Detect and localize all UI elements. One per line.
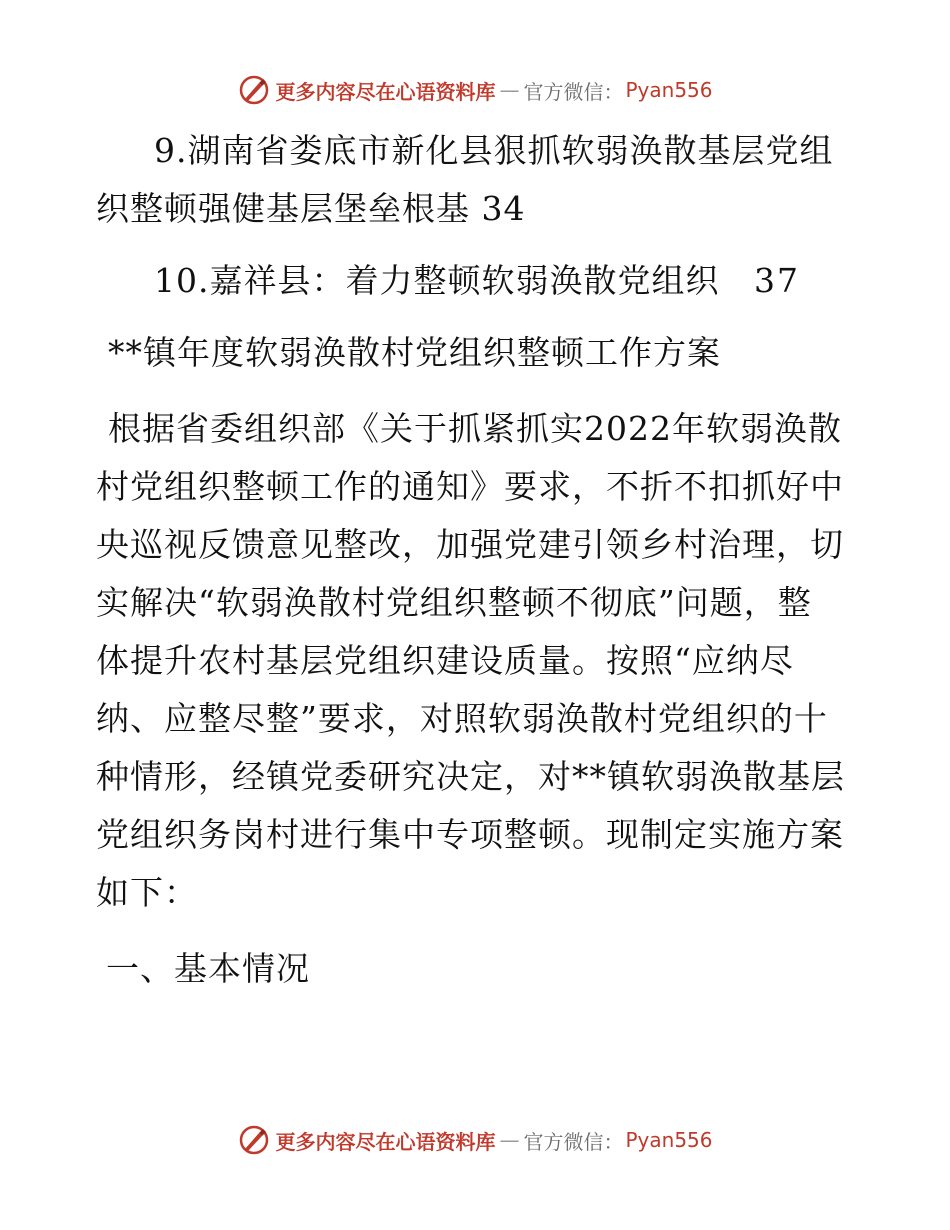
watermark-banner-top	[0, 70, 950, 110]
watermark-contact-id: Pyan556	[625, 78, 713, 102]
document-title: **镇年度软弱涣散村党组织整顿工作方案	[108, 333, 721, 372]
paragraph-line: 村党组织整顿工作的通知》要求，不折不扣抓好中	[96, 467, 844, 506]
paragraph-line: 党组织务岗村进行集中专项整顿。现制定实施方案	[96, 815, 844, 854]
watermark-contact-label: 官方微信：	[523, 79, 624, 104]
paragraph-line: 央巡视反馈意见整改，加强党建引领乡村治理，切	[96, 525, 844, 564]
paragraph-line: 根据省委组织部《关于抓紧抓实2022年软弱涣散	[108, 409, 842, 448]
toc-item-10	[96, 252, 856, 310]
toc-item-9-line-1: 9.湖南省娄底市新化县狠抓软弱涣散基层党组	[154, 131, 834, 170]
paragraph-line: 如下：	[96, 873, 198, 912]
paragraph-line: 种情形，经镇党委研究决定，对**镇软弱涣散基层	[96, 757, 845, 796]
toc-item-9-line-2: 织整顿强健基层堡垒根基 34	[96, 189, 526, 228]
paragraph-line: 体提升农村基层党组织建设质量。按照“应纳尽	[96, 641, 794, 680]
watermark-contact-label: 官方微信：	[523, 1129, 624, 1154]
paragraph-line: 实解决“软弱涣散村党组织整顿不彻底”问题，整	[96, 583, 812, 622]
watermark-separator: —	[499, 78, 520, 102]
toc-item-10-text: 10.嘉祥县：着力整顿软弱涣散党组织	[154, 261, 720, 300]
pen-circle-logo-icon	[237, 73, 271, 107]
watermark-banner-bottom	[0, 1120, 950, 1160]
toc-item-10-page: 37	[754, 261, 800, 300]
pen-circle-logo-icon	[237, 1123, 271, 1157]
section-heading: 一、基本情况	[106, 949, 310, 988]
document-body	[96, 122, 856, 998]
watermark-brand: 更多内容尽在心语资料库	[275, 79, 496, 104]
watermark-separator: —	[499, 1128, 520, 1152]
toc-item-9	[96, 122, 856, 238]
paragraph-line: 纳、应整尽整”要求，对照软弱涣散村党组织的十	[96, 699, 828, 738]
body-paragraph	[96, 400, 856, 922]
watermark-brand: 更多内容尽在心语资料库	[275, 1129, 496, 1154]
watermark-contact-id: Pyan556	[625, 1128, 713, 1152]
